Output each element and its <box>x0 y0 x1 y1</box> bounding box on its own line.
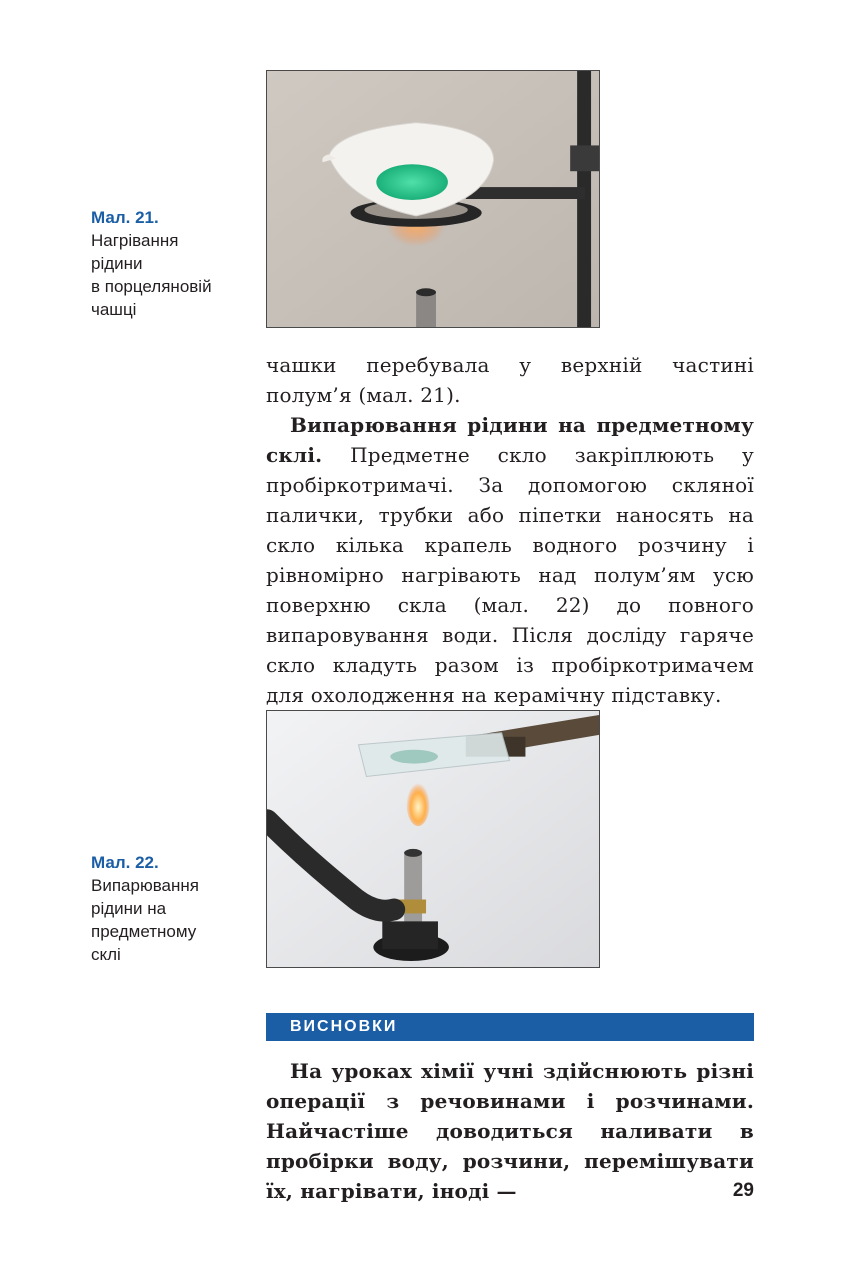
paragraph-2-heading: Випарювання рідини на предметному склі. <box>266 413 754 467</box>
conclusions-text-block <box>266 1056 754 1206</box>
body-text <box>266 350 754 710</box>
figure-21-caption <box>91 206 261 321</box>
figure-21-caption-text: Нагрівання рідини в порцеляновій чашці <box>91 231 212 319</box>
conclusions-heading: ВИСНОВКИ <box>266 1013 754 1041</box>
slide-evaporation-photo <box>267 711 599 967</box>
figure-21-image <box>266 70 600 328</box>
paragraph-1: чашки перебувала у верхній частині полум’я (мал. 21). <box>266 353 754 407</box>
figure-22-image <box>266 710 600 968</box>
conclusions-text: На уроках хімії учні здійснюють різні операції з речовинами і розчинами. Найчастіше доводиться наливати в пробірки воду, розчини, перемішувати їх, нагрівати, іноді — <box>266 1059 754 1203</box>
figure-21-number: Мал. 21. <box>91 208 159 227</box>
paragraph-2 <box>266 410 754 710</box>
figure-22-caption-text: Випарювання рідини на предметному склі <box>91 876 199 964</box>
porcelain-dish-photo <box>267 71 599 327</box>
page-number: 29 <box>732 1180 754 1201</box>
figure-22-number: Мал. 22. <box>91 853 159 872</box>
figure-22-caption <box>91 851 261 966</box>
paragraph-2-text: Предметне скло закріплюють у пробіркотримачі. За допомогою скляної палички, трубки або піпетки наносять на скло кілька крапель водного розчину і рівномірно нагрівають над полум’ям усю поверхню скла (мал. 22) до повного випаровування води. Після досліду гаряче скло кладуть разом із пробіркотримачем для охолодження на керамічну підставку. <box>266 443 754 707</box>
